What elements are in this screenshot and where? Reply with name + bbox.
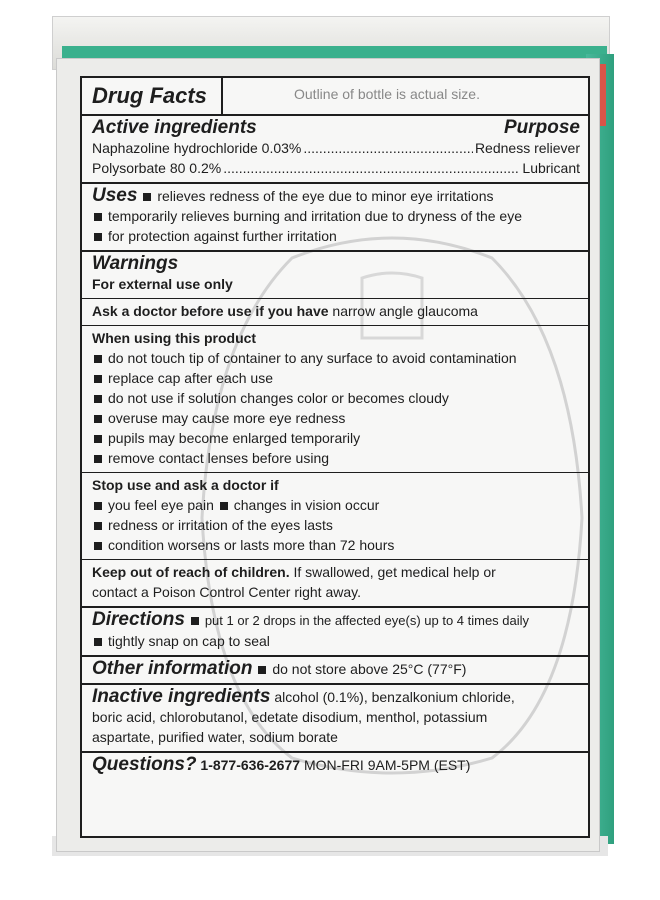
ingredient-name: Naphazoline hydrochloride 0.03% [92, 140, 302, 156]
inactive-ingredients-text: alcohol (0.1%), benzalkonium chloride, [274, 689, 515, 705]
bullet-icon [94, 395, 102, 403]
ingredient-row [92, 158, 580, 178]
stop-use-item: changes in vision occur [233, 497, 380, 513]
when-using-item: do not use if solution changes color or becomes cloudy [108, 390, 449, 406]
drug-facts-label [80, 76, 590, 838]
purpose-heading: Purpose [503, 117, 580, 138]
ask-doctor-heading: Ask a doctor before use if you have [92, 303, 329, 319]
children-warning-heading: Keep out of reach of children. [92, 564, 290, 580]
directions-item: put 1 or 2 drops in the affected eye(s) up to 4 times daily [204, 613, 530, 628]
bullet-icon [94, 638, 102, 646]
when-using-item: pupils may become enlarged temporarily [108, 430, 361, 446]
stop-use-item: condition worsens or lasts more than 72 hours [108, 537, 395, 553]
uses-item: for protection against further irritation [108, 228, 337, 244]
bullet-icon [258, 666, 266, 674]
warnings-heading: Warnings [92, 253, 179, 274]
inactive-ingredients-heading: Inactive ingredients [92, 686, 271, 707]
when-using-heading: When using this product [92, 330, 257, 346]
when-using-item: overuse may cause more eye redness [108, 410, 346, 426]
directions-item: tightly snap on cap to seal [108, 633, 270, 649]
warnings-header-section [82, 252, 588, 299]
stop-use-heading: Stop use and ask a doctor if [92, 477, 279, 493]
leader-dots [303, 138, 473, 158]
ingredient-row [92, 138, 580, 158]
bullet-icon [94, 233, 102, 241]
external-use-note: For external use only [92, 276, 233, 292]
bullet-icon [94, 355, 102, 363]
other-information-heading: Other information [92, 658, 253, 679]
children-warning-text: If swallowed, get medical help or [293, 564, 496, 580]
questions-phone: 1-877-636-2677 [200, 757, 301, 773]
bullet-icon [220, 502, 228, 510]
bullet-icon [191, 617, 199, 625]
drug-facts-title: Drug Facts [80, 76, 223, 116]
ingredient-purpose: Redness reliever [474, 140, 580, 156]
active-ingredients-section [82, 116, 588, 184]
bullet-icon [94, 542, 102, 550]
directions-heading: Directions [92, 609, 185, 630]
bullet-icon [94, 455, 102, 463]
when-using-item: remove contact lenses before using [108, 450, 330, 466]
when-using-section [82, 326, 588, 473]
other-information-item: do not store above 25°C (77°F) [272, 661, 467, 677]
stop-use-item: you feel eye pain [108, 497, 214, 513]
outline-note: Outline of bottle is actual size. [294, 86, 480, 102]
bullet-icon [143, 193, 151, 201]
inactive-ingredients-section [82, 685, 588, 753]
questions-hours: MON-FRI 9AM-5PM (EST) [303, 757, 471, 773]
stop-use-section [82, 473, 588, 560]
stop-use-item: redness or irritation of the eyes lasts [108, 517, 333, 533]
ask-doctor-text: narrow angle glaucoma [332, 303, 478, 319]
bullet-icon [94, 522, 102, 530]
inactive-ingredients-text: aspartate, purified water, sodium borate [92, 729, 338, 745]
uses-item: relieves redness of the eye due to minor eye irritations [157, 188, 494, 204]
drug-facts-header [82, 78, 588, 116]
when-using-item: replace cap after each use [108, 370, 273, 386]
ask-doctor-section [82, 299, 588, 326]
when-using-item: do not touch tip of container to any surface to avoid contamination [108, 350, 517, 366]
bullet-icon [94, 502, 102, 510]
children-warning-text-2: contact a Poison Control Center right away. [92, 584, 361, 600]
bullet-icon [94, 375, 102, 383]
bullet-icon [94, 213, 102, 221]
bullet-icon [94, 415, 102, 423]
ingredient-purpose: Lubricant [522, 160, 580, 176]
ingredient-name: Polysorbate 80 0.2% [92, 160, 222, 176]
uses-heading: Uses [92, 185, 138, 206]
directions-section [82, 608, 588, 657]
questions-heading: Questions? [92, 754, 197, 775]
active-ingredients-heading: Active ingredients [92, 117, 257, 138]
questions-section [82, 753, 588, 779]
other-information-section [82, 657, 588, 685]
children-section [82, 560, 588, 608]
inactive-ingredients-text: boric acid, chlorobutanol, edetate disodium, menthol, potassium [92, 709, 488, 725]
bullet-icon [94, 435, 102, 443]
uses-item: temporarily relieves burning and irritation due to dryness of the eye [108, 208, 522, 224]
leader-dots [223, 158, 520, 178]
uses-section [82, 184, 588, 252]
